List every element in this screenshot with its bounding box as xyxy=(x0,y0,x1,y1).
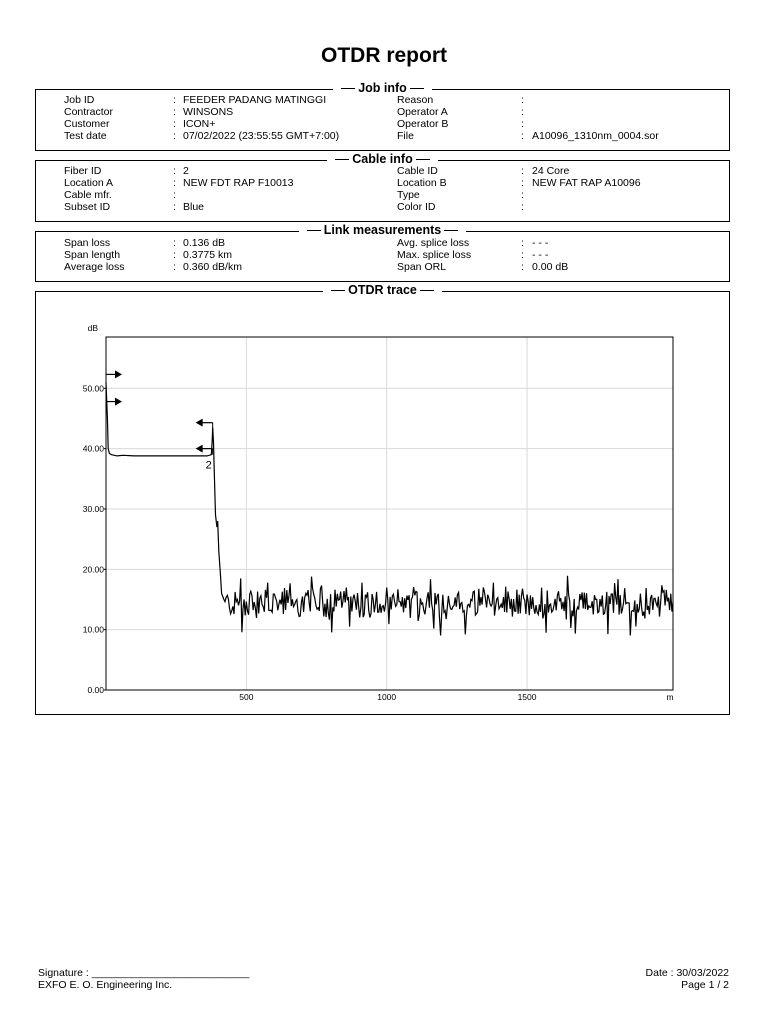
signature-line: Signature : ___________________________ xyxy=(38,967,250,979)
field-colon: : xyxy=(173,261,176,273)
field-value: 0.00 dB xyxy=(532,261,569,273)
event-label: 2 xyxy=(205,459,212,472)
y-tick-label: 10.00 xyxy=(82,624,104,635)
field-value: 2 xyxy=(183,165,189,177)
x-unit-label: m xyxy=(666,692,674,702)
field-value: 0.136 dB xyxy=(183,237,226,249)
field-colon: : xyxy=(521,201,524,213)
field-value: 0.360 dB/km xyxy=(183,261,242,273)
field-colon: : xyxy=(521,165,524,177)
field-label: Reason xyxy=(397,94,434,106)
field-colon: : xyxy=(173,189,176,201)
field-value: A10096_1310nm_0004.sor xyxy=(532,130,659,142)
field-colon: : xyxy=(521,249,524,261)
field-colon: : xyxy=(521,177,524,189)
y-unit-label: dB xyxy=(87,323,98,333)
link-measurements-heading: Link measurements xyxy=(299,223,466,237)
cable-info-heading: Cable info xyxy=(327,152,437,166)
field-colon: : xyxy=(173,94,176,106)
field-colon: : xyxy=(173,118,176,130)
marker-a-arrow xyxy=(115,370,122,378)
field-colon: : xyxy=(173,201,176,213)
field-label: File xyxy=(397,130,414,142)
y-tick-label: 30.00 xyxy=(82,503,104,514)
report-date: Date : 30/03/2022 xyxy=(645,967,729,979)
field-colon: : xyxy=(173,130,176,142)
field-label: Span loss xyxy=(64,237,111,249)
field-value: - - - xyxy=(532,249,549,261)
field-label: Fiber ID xyxy=(64,165,102,177)
field-label: Avg. splice loss xyxy=(397,237,470,249)
field-value: NEW FAT RAP A10096 xyxy=(532,177,641,189)
field-label: Cable mfr. xyxy=(64,189,112,201)
x-tick-label: 1500 xyxy=(517,692,537,702)
field-value: - - - xyxy=(532,237,549,249)
x-tick-label: 1000 xyxy=(377,692,397,702)
x-tick-label: 500 xyxy=(239,692,254,702)
field-label: Customer xyxy=(64,118,110,130)
field-colon: : xyxy=(173,106,176,118)
field-label: Operator A xyxy=(397,106,448,118)
field-colon: : xyxy=(173,249,176,261)
field-value: FEEDER PADANG MATINGGI xyxy=(183,94,327,106)
field-colon: : xyxy=(521,94,524,106)
company-name: EXFO E. O. Engineering Inc. xyxy=(38,979,173,991)
marker-a-arrow xyxy=(115,398,122,406)
field-value: NEW FDT RAP F10013 xyxy=(183,177,294,189)
field-colon: : xyxy=(521,118,524,130)
field-colon: : xyxy=(521,106,524,118)
field-value: ICON+ xyxy=(183,118,216,130)
field-value: WINSONS xyxy=(183,106,234,118)
field-colon: : xyxy=(521,130,524,142)
field-label: Subset ID xyxy=(64,201,111,213)
field-label: Contractor xyxy=(64,106,114,118)
field-value: Blue xyxy=(183,201,205,213)
field-colon: : xyxy=(173,237,176,249)
field-label: Cable ID xyxy=(397,165,438,177)
field-label: Color ID xyxy=(397,201,436,213)
field-label: Max. splice loss xyxy=(397,249,472,261)
field-value: 07/02/2022 (23:55:55 GMT+7:00) xyxy=(183,130,340,142)
field-label: Location A xyxy=(64,177,114,189)
job-info-heading: Job info xyxy=(333,81,432,95)
field-colon: : xyxy=(521,189,524,201)
y-tick-label: 40.00 xyxy=(82,443,104,454)
field-colon: : xyxy=(173,165,176,177)
page-number: Page 1 / 2 xyxy=(681,979,729,991)
y-tick-label: 20.00 xyxy=(82,564,104,575)
field-colon: : xyxy=(521,261,524,273)
field-label: Test date xyxy=(64,130,107,142)
field-label: Span ORL xyxy=(397,261,447,273)
marker-b-arrow xyxy=(196,445,203,453)
field-label: Span length xyxy=(64,249,121,261)
field-label: Job ID xyxy=(64,94,95,106)
otdr-trace-heading: OTDR trace xyxy=(323,283,442,297)
y-tick-label: 0.00 xyxy=(87,685,104,695)
marker-b-arrow xyxy=(196,419,203,427)
field-label: Average loss xyxy=(64,261,125,273)
field-label: Operator B xyxy=(397,118,449,130)
report-title: OTDR report xyxy=(321,44,447,67)
field-value: 24 Core xyxy=(532,165,570,177)
field-label: Location B xyxy=(397,177,447,189)
field-label: Type xyxy=(397,189,420,201)
plot-frame xyxy=(106,337,673,690)
field-colon: : xyxy=(521,237,524,249)
field-colon: : xyxy=(173,177,176,189)
field-value: 0.3775 km xyxy=(183,249,233,261)
y-tick-label: 50.00 xyxy=(82,383,104,394)
